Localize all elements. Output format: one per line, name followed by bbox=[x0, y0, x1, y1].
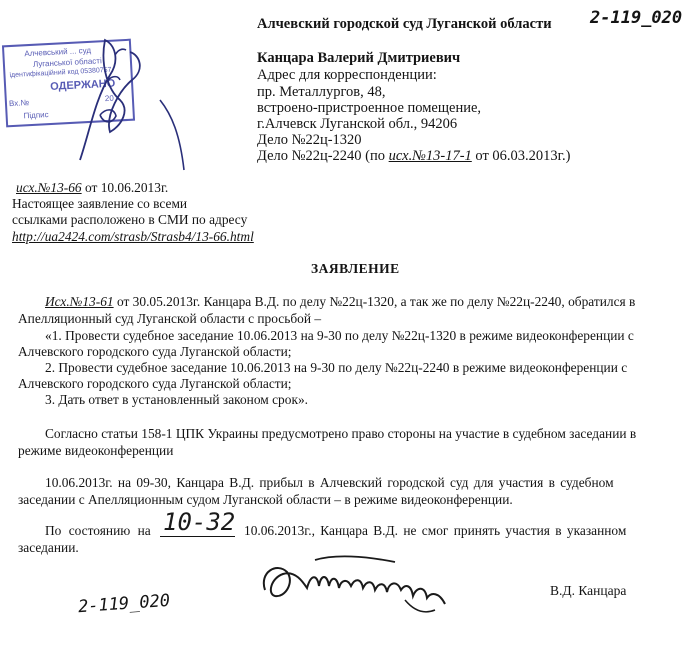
request-1-line-2: Алчевского городского суда Луганской области; bbox=[18, 344, 292, 359]
sender-case-1: Дело №22ц-1320 bbox=[257, 132, 362, 148]
outgoing-ref-date: от 10.06.2013г. bbox=[81, 180, 169, 195]
sender-city: г.Алчевск Луганской обл., 94206 bbox=[257, 116, 458, 132]
sender-address-label: Адрес для корреспонденции: bbox=[257, 67, 437, 83]
time-underline bbox=[160, 536, 235, 537]
request-2-line-1: 2. Провести судебное заседание 10.06.2013 на 9-30 по делу №22ц-2240 в режиме видеоконференции с bbox=[45, 360, 628, 375]
paragraph-arrival-line-1: 10.06.2013г. на 09-30, Канцара В.Д. прибыл в Алчевский городской суд для участия в судебном bbox=[45, 475, 614, 490]
request-2-line-2: Алчевского городского суда Луганской области; bbox=[18, 376, 292, 391]
case-2-prefix: Дело №22ц-2240 (по bbox=[257, 148, 389, 164]
paragraph-1-line-1 bbox=[45, 294, 685, 310]
outgoing-reference bbox=[16, 180, 168, 196]
stamp-received: ОДЕРЖАНО bbox=[49, 77, 116, 93]
outgoing-note-line-3: ссылками расположено в СМИ по адресу bbox=[12, 212, 248, 227]
paragraph-status-text: 10.06.2013г., Канцара В.Д. не смог принять участия в указанном bbox=[244, 523, 627, 538]
stamp-in-number: Вх.№ bbox=[8, 98, 30, 109]
stamp-signature-label: Підпис bbox=[23, 110, 49, 121]
case-2-suffix: от 06.03.2013г.) bbox=[471, 148, 571, 164]
document-number-bottom: 2-119_020 bbox=[77, 590, 171, 618]
paragraph-arrival-line-2: заседании с Апелляционным судом Луганской области – в режиме видеоконференции. bbox=[18, 492, 513, 507]
paragraph-law-line-2: режиме видеоконференции bbox=[18, 443, 174, 458]
document-number-top: 2-119_020 bbox=[590, 8, 683, 28]
paragraph-status-line-2: заседании. bbox=[18, 540, 79, 555]
handwritten-time: 10-32 bbox=[163, 508, 236, 536]
case-2-reference: исх.№13-17-1 bbox=[388, 148, 472, 164]
stamp-date-suffix: 20 bbox=[104, 93, 114, 104]
signer-name: В.Д. Канцара bbox=[550, 583, 627, 598]
outgoing-ref-number: исх.№13-66 bbox=[16, 180, 82, 195]
handwritten-signature bbox=[255, 552, 465, 622]
paragraph-law-line-1: Согласно статьи 158-1 ЦПК Украины предусмотрено право стороны на участие в судебном заседании в bbox=[45, 426, 637, 441]
document-title: ЗАЯВЛЕНИЕ bbox=[311, 261, 400, 276]
stamp-line-2: Луганської області bbox=[32, 56, 102, 69]
stamp-handwriting-scribble bbox=[60, 20, 200, 180]
stamp-line-1: Алчевський ... суд bbox=[24, 45, 92, 59]
paragraph-1-reference: Исх.№13-61 bbox=[45, 294, 114, 309]
paragraph-1-line-2: Апелляционный суд Луганской области с просьбой – bbox=[18, 311, 322, 326]
sender-case-2 bbox=[257, 148, 570, 165]
sender-premises: встроено-пристроенное помещение, bbox=[257, 100, 482, 116]
paragraph-1-text: от 30.05.2013г. Канцара В.Д. по делу №22ц-1320, а так же по делу №22ц-2240, обратился в bbox=[113, 294, 636, 309]
request-1-line-1: «1. Провести судебное заседание 10.06.2013 на 9-30 по делу №22ц-1320 в режиме видеоконференции с bbox=[45, 328, 634, 343]
paragraph-status-prefix: По состоянию на bbox=[45, 523, 151, 538]
stamp-line-3: ідентифікаційний код 05380757 bbox=[9, 66, 112, 80]
sender-name: Канцара Валерий Дмитриевич bbox=[257, 50, 461, 66]
request-3: 3. Дать ответ в установленный законом срок». bbox=[45, 392, 308, 407]
outgoing-link[interactable]: http://ua2424.com/strasb/Strasb4/13-66.html bbox=[12, 229, 254, 244]
addressee-court: Алчевский городской суд Луганской области bbox=[257, 16, 552, 32]
sender-street: пр. Металлургов, 48, bbox=[257, 84, 386, 100]
outgoing-note-line-2: Настоящее заявление со всеми bbox=[12, 196, 188, 211]
